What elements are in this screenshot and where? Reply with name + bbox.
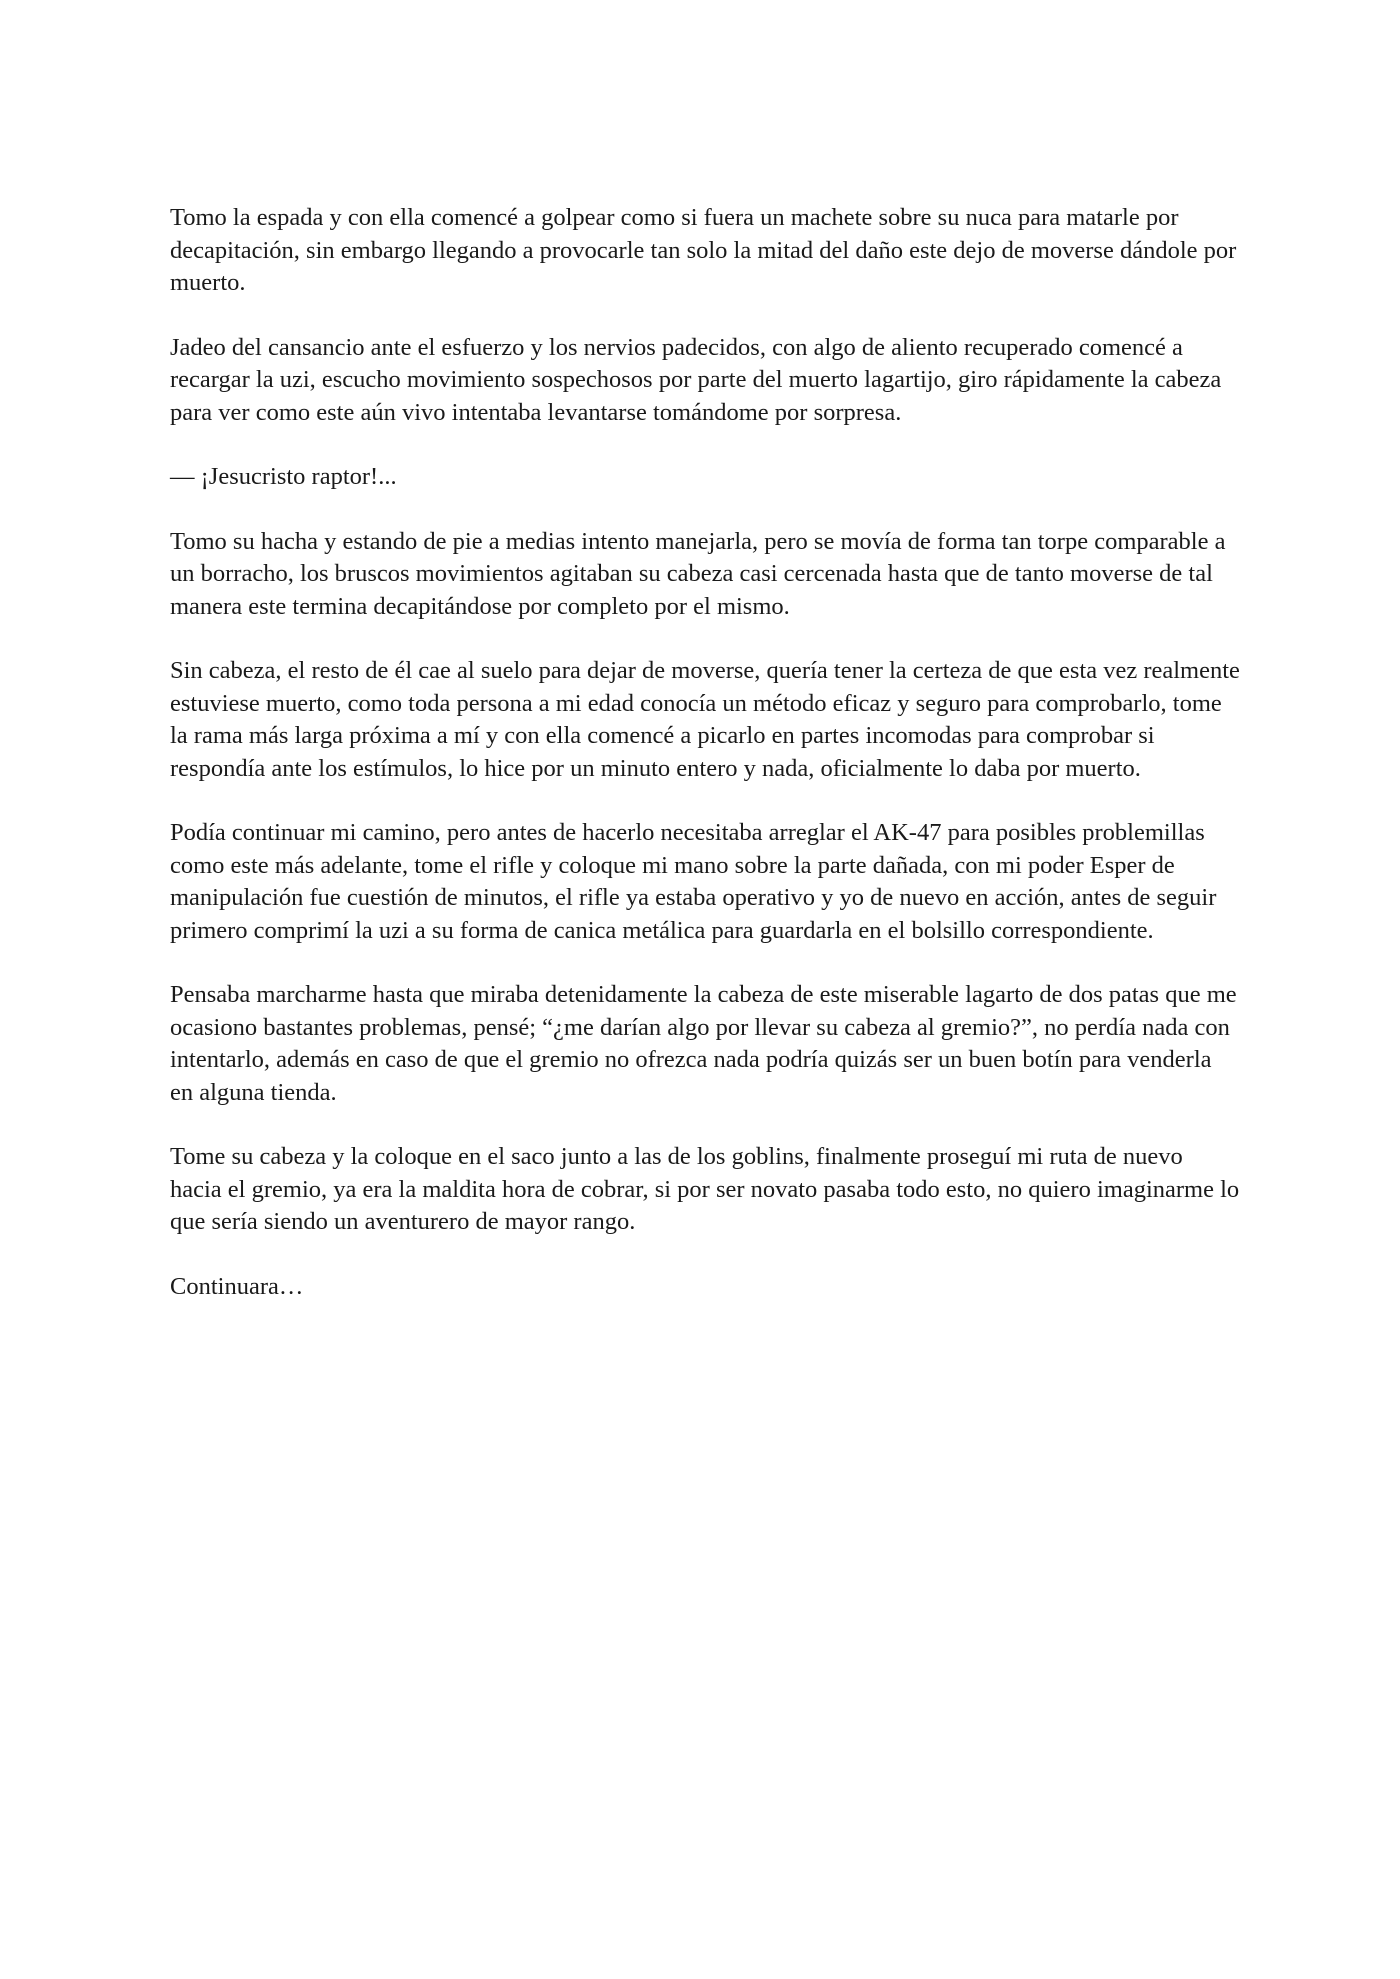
paragraph-2: Jadeo del cansancio ante el esfuerzo y los nervios padecidos, con algo de aliento recuperado comencé a recargar la uzi, escucho movimiento sospechosos por parte del muerto lagartijo, giro rápidamente la cabeza para ver como este aún vivo intentaba levantarse tomándome por sorpresa. (170, 333, 1222, 426)
paragraph-3-dialogue: — ¡Jesucristo raptor!... (170, 463, 397, 490)
paragraph-6: Podía continuar mi camino, pero antes de hacerlo necesitaba arreglar el AK-47 para posibles problemillas como este más adelante, tome el rifle y coloque mi mano sobre la parte dañada, con mi poder Esper de manipulación fue cuestión de minutos, el rifle ya estaba operativo y yo de nuevo en acción, antes de seguir primero comprimí la uzi a su forma de canica metálica para guardarla en el bolsillo correspondiente. (170, 819, 1217, 944)
paragraph-1: Tomo la espada y con ella comencé a golpear como si fuera un machete sobre su nuca para matarle por decapitación, sin embargo llegando a provocarle tan solo la mitad del daño este dejo de moverse dándole por muerto. (170, 204, 1237, 296)
paragraph-4: Tomo su hacha y estando de pie a medias intento manejarla, pero se movía de forma tan torpe comparable a un borracho, los bruscos movimientos agitaban su cabeza casi cercenada hasta que de tanto moverse de tal manera este termina decapitándose por completo por el mismo. (170, 527, 1226, 620)
paragraph-9-continuara: Continuara… (170, 1272, 304, 1300)
document-body (170, 202, 1240, 1335)
paragraph-7: Pensaba marcharme hasta que miraba detenidamente la cabeza de este miserable lagarto de dos patas que me ocasiono bastantes problemas, pensé; “¿me darían algo por llevar su cabeza al gremio?”, no perdía nada con intentarlo, además en caso de que el gremio no ofrezca nada podría quizás ser un buen botín para venderla en alguna tienda. (170, 981, 1237, 1106)
paragraph-8: Tome su cabeza y la coloque en el saco junto a las de los goblins, finalmente proseguí mi ruta de nuevo hacia el gremio, ya era la maldita hora de cobrar, si por ser novato pasaba todo esto, no quiero imaginarme lo que sería siendo un aventurero de mayor rango. (170, 1143, 1240, 1235)
paragraph-5: Sin cabeza, el resto de él cae al suelo para dejar de moverse, quería tener la certeza de que esta vez realmente estuviese muerto, como toda persona a mi edad conocía un método eficaz y seguro para comprobarlo, tome la rama más larga próxima a mí y con ella comencé a picarlo en partes incomodas para comprobar si respondía ante los estímulos, lo hice por un minuto entero y nada, oficialmente lo daba por muerto. (170, 657, 1240, 782)
